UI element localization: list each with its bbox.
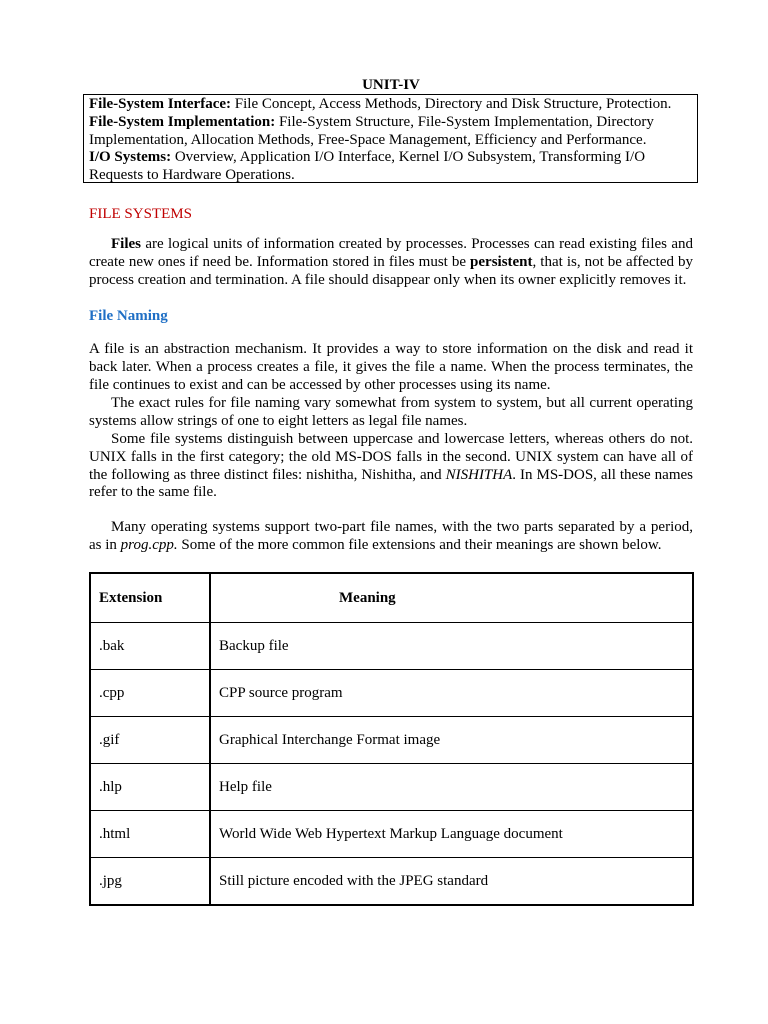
meaning-cell: World Wide Web Hypertext Markup Language document: [210, 811, 693, 858]
extension-cell: .html: [90, 811, 210, 858]
prog-cpp-italic: prog.cpp.: [120, 536, 178, 553]
file-naming-heading: File Naming: [89, 308, 168, 324]
extension-cell: .cpp: [90, 670, 210, 717]
table-row: [90, 670, 693, 717]
file-naming-paragraph-4: [89, 519, 693, 555]
unit-title: UNIT-IV: [362, 77, 420, 93]
extension-cell: .gif: [90, 717, 210, 764]
file-naming-paragraph-3: [89, 431, 693, 502]
extension-cell: .jpg: [90, 858, 210, 906]
files-bold: Files: [111, 236, 141, 252]
meaning-cell: CPP source program: [210, 670, 693, 717]
extension-cell: .hlp: [90, 764, 210, 811]
syllabus-io-systems: [89, 149, 692, 185]
header-meaning: Meaning: [210, 573, 693, 623]
meaning-cell: Still picture encoded with the JPEG standard: [210, 858, 693, 906]
syllabus-fs-interface-label: File-System Interface:: [89, 96, 232, 112]
syllabus-fs-impl-text: File-System Structure, File-System Implementation, Directory Implementation, Allocation Methods, Free-Space Management, Efficiency and Performance.: [89, 113, 654, 148]
syllabus-fs-interface: [89, 96, 692, 114]
meaning-cell: Help file: [210, 764, 693, 811]
p3-text-1: Some file systems distinguish between uppercase and lowercase letters, whereas others do not. UNIX falls in the first category; the old MS-DOS falls in the second. UNIX system can have all of the following as three distinct files: nishitha, Nishitha, and: [89, 431, 693, 483]
meaning-cell: Graphical Interchange Format image: [210, 717, 693, 764]
file-naming-paragraph-1: A file is an abstraction mechanism. It provides a way to store information on the disk and read it back later. When a process creates a file, it gives the file a name. When the process terminates, the file continues to exist and can be accessed by other processes using its name.: [89, 341, 693, 393]
files-text-2: , that is, not be affected by process creation and termination. A file should disappear only when its owner explicitly removes it.: [89, 253, 693, 288]
persistent-bold: persistent: [470, 253, 533, 270]
table-header-row: [90, 573, 693, 623]
p4-text-2: Some of the more common file extensions and their meanings are shown below.: [177, 536, 662, 553]
file-extensions-table: [89, 572, 694, 906]
file-naming-paragraph-2: The exact rules for file naming vary somewhat from system to system, but all current operating systems allow strings of one to eight letters as legal file names.: [89, 395, 693, 429]
syllabus-fs-interface-text: File Concept, Access Methods, Directory and Disk Structure, Protection.: [231, 96, 672, 112]
table-row: [90, 623, 693, 670]
syllabus-io-text: Overview, Application I/O Interface, Kernel I/O Subsystem, Transforming I/O Requests to Hardware Operations.: [89, 149, 646, 184]
syllabus-io-label: I/O Systems:: [89, 149, 172, 166]
table-row: [90, 717, 693, 764]
meaning-cell: Backup file: [210, 623, 693, 670]
file-systems-paragraph: [89, 236, 693, 289]
file-systems-heading: FILE SYSTEMS: [89, 206, 192, 222]
nishitha-italic: NISHITHA: [445, 466, 513, 483]
extension-cell: .bak: [90, 623, 210, 670]
syllabus-fs-impl-label: File-System Implementation:: [89, 113, 276, 130]
syllabus-fs-implementation: [89, 114, 692, 150]
table-row: [90, 858, 693, 906]
p4-text-1: Many operating systems support two-part file names, with the two parts separated by a period, as in: [89, 519, 693, 553]
table-row: [90, 811, 693, 858]
p3-text-2: . In MS-DOS, all these names refer to the same file.: [89, 466, 693, 501]
files-text-1: are logical units of information created by processes. Processes can read existing files and create new ones if need be. Information stored in files must be: [89, 236, 693, 270]
table-row: [90, 764, 693, 811]
header-extension: Extension: [90, 573, 210, 623]
syllabus-box: [83, 94, 698, 183]
